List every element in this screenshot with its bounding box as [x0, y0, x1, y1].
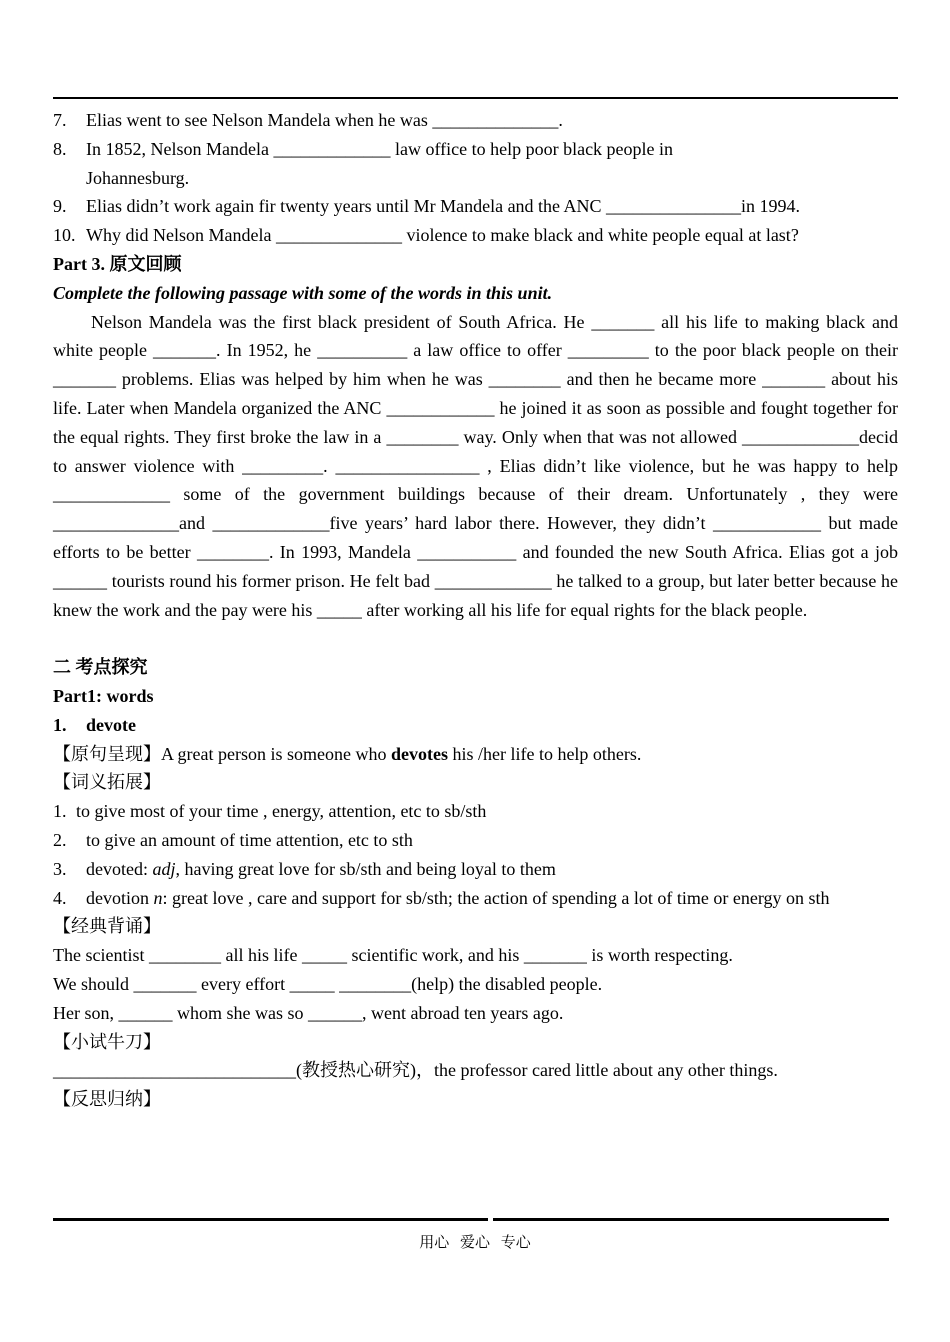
classic-sentence: The scientist ________ all his life _____ scientific work, and his _______ is worth respecting.: [53, 945, 733, 966]
meaning-term: devotion: [86, 887, 154, 908]
meaning-definition: , having great love for sb/sth and being loyal to them: [175, 858, 556, 879]
cloze-passage: [53, 308, 898, 625]
part3-instruction: Complete the following passage with some of the words in this unit.: [53, 282, 553, 303]
word-title: devote: [86, 714, 136, 735]
meaning-text: to give most of your time , energy, attention, etc to sb/sth: [76, 801, 487, 822]
meaning-number: 1.: [53, 801, 67, 822]
part3-heading: Part 3. 原文回顾: [53, 253, 182, 274]
passage-text: Nelson Mandela was the first black president of South Africa. He _______ all his life to making black and white people _______. In 1952, he __________ a law office to offer _________ to the poor black people on their _______ problems. Elias was helped by him when he was ________ and then he became more _______ about his life. Later when Mandela organized the ANC ____________ he joined it as soon as possible and fought together for the equal rights. They first broke the law in a ________ way. Only when that was not allowed _____________decid to answer violence with _________. ________________ , Elias didn’t like violence, but he was happy to help _____________ some of the government buildings because of their dream. Unfortunately , they were ______________and _____________five years’ hard labor there. However, they didn’t ____________ but made efforts to be better ________. In 1993, Mandela ___________ and founded the new South Africa. Elias got a job ______ tourists round his former prison. He felt bad _____________ he talked to a group, but later better because he knew the work and the pay were his _____ after working all his life for equal rights for the black people.: [53, 311, 898, 620]
blank-line: [53, 624, 898, 653]
document-body: [53, 106, 898, 1114]
header-rule: [53, 97, 898, 99]
meaning-item: [53, 884, 898, 913]
meaning-definition: : great love , care and support for sb/sth; the action of spending a lot of time or energy on sth: [162, 887, 830, 908]
word-entry-heading: [53, 711, 898, 740]
section2-heading: 二 考点探究: [53, 657, 148, 678]
practice-sentence: ___________________________(教授热心研究)，the professor cared little about any other things.: [53, 1060, 778, 1081]
meaning-text: [86, 855, 556, 884]
page-footer: 用心 爱心 专心: [419, 1233, 531, 1251]
meaning-item: [53, 797, 898, 826]
classic-sentence: Her son, ______ whom she was so ______, went abroad ten years ago.: [53, 1002, 564, 1023]
question-8: [53, 135, 898, 193]
question-7: [53, 106, 898, 135]
question-text: Why did Nelson Mandela ______________ violence to make black and white people equal at last?: [86, 225, 799, 246]
question-number: 8.: [53, 138, 67, 159]
footer-rule-right: [493, 1218, 889, 1221]
question-text: Elias went to see Nelson Mandela when he was ______________.: [86, 110, 563, 130]
question-number: 9.: [53, 196, 67, 217]
question-10: [53, 221, 898, 250]
original-text-before: A great person is someone who: [161, 743, 391, 764]
original-label: 【原句呈现】: [53, 743, 161, 764]
meaning-number: 2.: [53, 829, 67, 850]
part-of-speech: n: [153, 887, 163, 908]
meaning-number: 3.: [53, 858, 67, 879]
question-number: 7.: [53, 110, 67, 130]
question-text: Elias didn’t work again fir twenty years until Mr Mandela and the ANC _______________in 1994.: [86, 196, 801, 217]
original-keyword: devotes: [390, 743, 448, 764]
meaning-text: to give an amount of time attention, etc to sth: [86, 829, 413, 850]
meaning-item: [53, 826, 898, 855]
part-of-speech: adj: [152, 858, 176, 879]
question-9: [53, 192, 898, 221]
meaning-text: [86, 884, 830, 913]
meaning-item: [53, 855, 898, 884]
part1-heading: Part1: words: [53, 685, 154, 706]
classic-sentence: We should _______ every effort _____ ________(help) the disabled people.: [53, 973, 603, 994]
classic-label: 【经典背诵】: [53, 916, 161, 937]
reflect-label: 【反思归纳】: [53, 1089, 161, 1110]
footer-rule-left: [53, 1218, 488, 1221]
question-number: 10.: [53, 225, 76, 246]
word-number: 1.: [53, 714, 67, 735]
meaning-number: 4.: [53, 887, 67, 908]
question-text: In 1852, Nelson Mandela _____________ law office to help poor black people in Johannesburg.: [86, 138, 674, 188]
practice-label: 【小试牛刀】: [53, 1031, 161, 1052]
meaning-term: devoted:: [86, 858, 153, 879]
original-text-after: his /her life to help others.: [447, 743, 642, 764]
original-sentence: [53, 740, 898, 769]
expansion-label: 【词义拓展】: [53, 772, 161, 793]
